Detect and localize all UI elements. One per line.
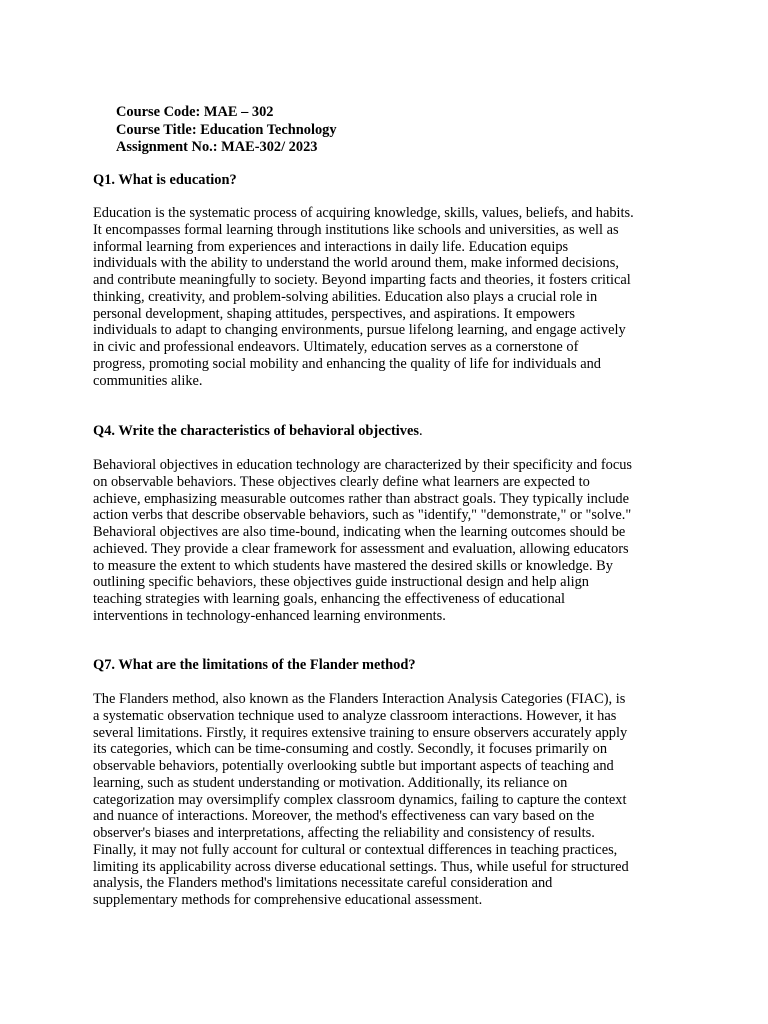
text-line: progress, promoting social mobility and enhancing the quality of life for individuals and <box>93 355 601 372</box>
text-line: action verbs that describe observable behaviors, such as "identify," "demonstrate," or "solve." <box>93 507 632 524</box>
text-line: Behavioral objectives in education technology are characterized by their specificity and focus <box>93 457 633 473</box>
text-line: supplementary methods for comprehensive educational assessment. <box>93 892 483 908</box>
text-line: observable behaviors, potentially overlooking subtle but important aspects of teaching and <box>93 758 614 774</box>
text-line: teaching strategies with learning goals, enhancing the effectiveness of educational <box>93 591 566 607</box>
text-line: analysis, the Flanders method's limitations necessitate careful consideration and <box>93 875 553 892</box>
answer-1-paragraph <box>93 205 683 389</box>
text-line: It encompasses formal learning through institutions like schools and universities, as well as <box>93 221 619 238</box>
question-4-heading <box>93 423 423 440</box>
text-line: Finally, it may not fully account for cultural or contextual differences in teaching practices, <box>93 841 618 858</box>
course-header <box>116 104 337 157</box>
text-line: individuals with the ability to understand the world around them, make informed decisions, <box>93 255 619 272</box>
text-line: and nuance of interactions. Moreover, the method's effectiveness can vary based on the <box>93 808 595 825</box>
assignment-number: Assignment No.: MAE-302/ 2023 <box>116 139 318 156</box>
text-line: achieved. They provide a clear framework for assessment and evaluation, allowing educators <box>93 540 629 557</box>
text-line: The Flanders method, also known as the Flanders Interaction Analysis Categories (FIAC), is <box>93 691 626 707</box>
text-line: a systematic observation technique used to analyze classroom interactions. However, it has <box>93 707 617 724</box>
text-line: several limitations. Firstly, it requires extensive training to ensure observers accurately apply <box>93 724 628 741</box>
text-line: categorization may oversimplify complex classroom dynamics, failing to capture the context <box>93 791 627 808</box>
text-line: observer's biases and interpretations, affecting the reliability and consistency of results. <box>93 825 595 841</box>
question-text: Q7. What are the limitations of the Flander method? <box>93 657 416 673</box>
text-line: thinking, creativity, and problem-solving abilities. Education also plays a crucial role in <box>93 288 598 305</box>
text-line: limiting its applicability across diverse educational settings. Thus, while useful for structured <box>93 858 629 875</box>
answer-4-paragraph <box>93 457 683 625</box>
question-1-heading <box>93 172 237 189</box>
text-line: communities alike. <box>93 372 203 389</box>
text-line: achieve, emphasizing measurable outcomes rather than abstract goals. They typically include <box>93 490 629 507</box>
text-line: interventions in technology-enhanced learning environments. <box>93 607 446 624</box>
course-title: Course Title: Education Technology <box>116 121 337 138</box>
question-text: Q1. What is education? <box>93 172 237 188</box>
answer-7-paragraph <box>93 691 683 909</box>
text-line: informal learning from experiences and interactions in daily life. Education equips <box>93 238 569 255</box>
text-line: to measure the extent to which students have mastered the desired skills or knowledge. By <box>93 557 613 574</box>
text-line: its categories, which can be time-consuming and costly. Secondly, it focuses primarily on <box>93 741 608 758</box>
text-line: Education is the systematic process of acquiring knowledge, skills, values, beliefs, and habits. <box>93 205 634 221</box>
text-line: Behavioral objectives are also time-bound, indicating when the learning outcomes should be <box>93 524 626 540</box>
text-line: individuals to adapt to changing environments, pursue lifelong learning, and engage actively <box>93 322 626 339</box>
text-line: and contribute meaningfully to society. Beyond imparting facts and theories, it fosters critical <box>93 272 631 288</box>
text-line: personal development, shaping attitudes, perspectives, and aspirations. It empowers <box>93 305 575 322</box>
question-text: Q4. Write the characteristics of behavioral objectives <box>93 423 419 439</box>
question-trail: . <box>418 423 423 439</box>
text-line: outlining specific behaviors, these objectives guide instructional design and help align <box>93 574 589 591</box>
question-7-heading <box>93 657 416 674</box>
course-code: Course Code: MAE – 302 <box>116 104 274 120</box>
text-line: learning, such as student understanding or motivation. Additionally, its reliance on <box>93 774 568 791</box>
text-line: on observable behaviors. These objectives clearly define what learners are expected to <box>93 473 590 490</box>
text-line: in civic and professional endeavors. Ultimately, education serves as a cornerstone of <box>93 339 579 355</box>
